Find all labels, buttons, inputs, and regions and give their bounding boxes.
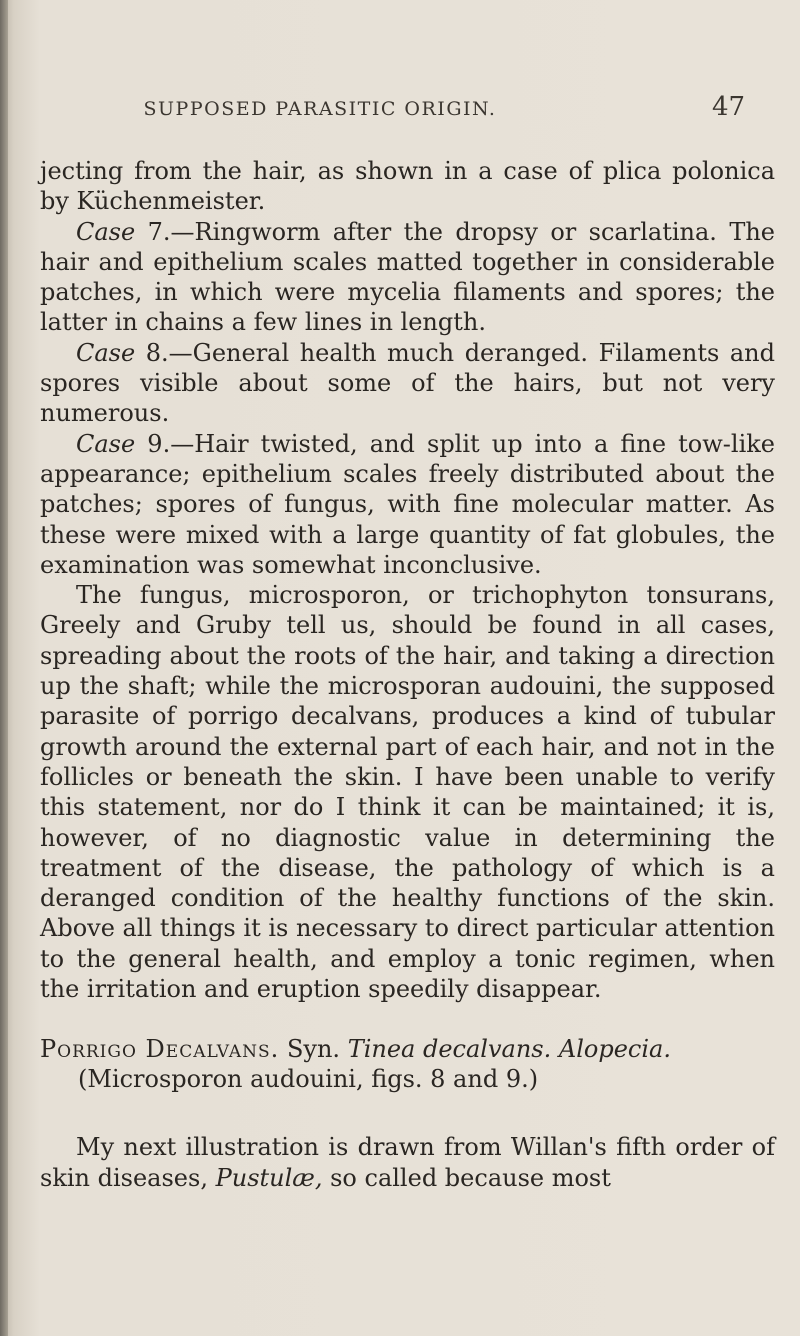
case-text: 9.—Hair twisted, and split up into a fine tow-like appearance; epithelium scales freely distributed about the patches; spores of fungus, with fine molecular matter. As these were mixed with a large quantity of fat globules, the examination was somewhat inconclusive. [40, 429, 775, 579]
paragraph-fungus: The fungus, microsporon, or trichophyton tonsurans, Greely and Gruby tell us, should be found in all cases, spreading about the roots of the hair, and taking a direction up the shaft; while the microsporan audouini, the supposed parasite of porrigo decalvans, produces a kind of tubular growth around the external part of each hair, and not in the follicles or beneath the skin. I have been unable to verify this statement, nor do I think it can be maintained; it is, however, of no diagnostic value in determining the treatment of the disease, the pathology of which is a deranged condition of the healthy functions of the skin. Above all things it is necessary to direct particular attention to the general health, and employ a tonic regimen, when the irritation and eruption speedily disappear. [40, 581, 775, 1004]
case-label: Case [76, 217, 136, 246]
section-porrigo-decalvans [40, 1034, 775, 1094]
case-text: 7.—Ringworm after the dropsy or scarlatina. The hair and epithelium scales matted together in considerable patches, in which were mycelia filaments and spores; the latter in chains a few lines in length. [40, 217, 775, 337]
synonym-alopecia: Alopecia. [558, 1035, 671, 1063]
running-title: SUPPOSED PARASITIC ORIGIN. [143, 98, 497, 120]
closing-text-before: My next illustration is drawn from Willan's fifth order of skin diseases, [40, 1133, 775, 1192]
figure-reference: (Microsporon audouini, figs. 8 and 9.) [78, 1065, 539, 1093]
section-heading-line [40, 1034, 775, 1064]
paragraph-case-9 [40, 429, 775, 580]
page-number: 47 [712, 92, 746, 122]
case-label: Case [76, 429, 136, 458]
closing-italic: Pustulæ, [215, 1163, 323, 1192]
page-header [0, 90, 800, 130]
paragraph-case-7 [40, 217, 775, 338]
case-text: 8.—General health much deranged. Filaments and spores visible about some of the hairs, but not very numerous. [40, 338, 775, 428]
closing-text-after: so called because most [322, 1163, 611, 1192]
paragraph-case-8 [40, 338, 775, 429]
synonym-label: Syn. [286, 1035, 341, 1063]
section-heading: Porrigo Decalvans. [40, 1035, 280, 1063]
body-text [40, 156, 775, 1004]
case-label: Case [76, 338, 136, 367]
book-spine-shadow [0, 0, 8, 1336]
closing-paragraph [40, 1132, 775, 1193]
synonym-tinea: Tinea decalvans. [347, 1035, 552, 1063]
paragraph-willan [40, 1132, 775, 1193]
paragraph-continuation: jecting from the hair, as shown in a case of plica polonica by Küchenmeister. [40, 157, 775, 216]
